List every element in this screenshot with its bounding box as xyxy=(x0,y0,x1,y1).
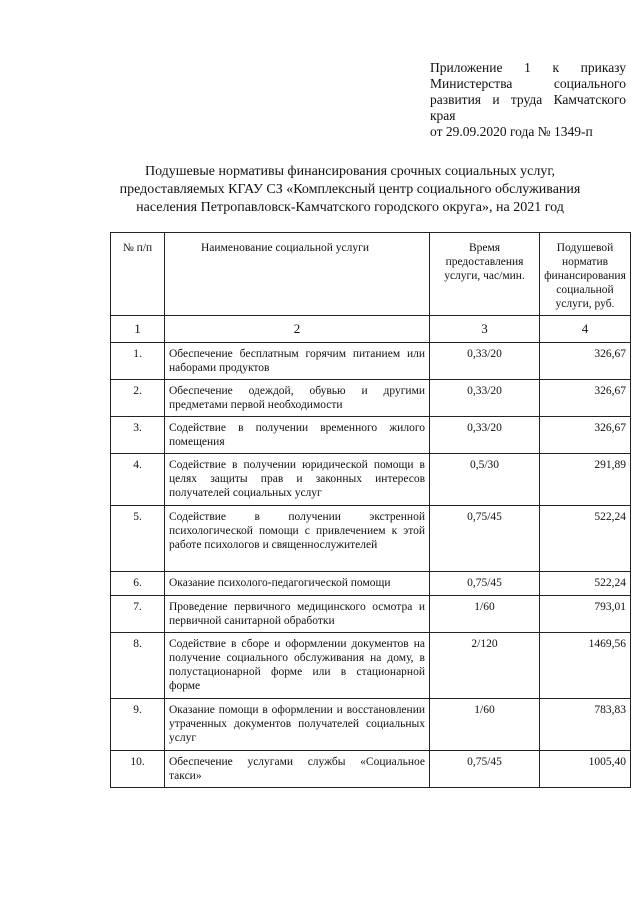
service-time: 2/120 xyxy=(430,633,540,699)
appendix-line: Министерства социального xyxy=(430,76,626,91)
service-time: 0,75/45 xyxy=(430,751,540,788)
row-number: 1. xyxy=(111,343,165,380)
service-norm: 522,24 xyxy=(540,506,631,572)
service-norm: 1005,40 xyxy=(540,751,631,788)
service-name: Оказание психолого-педагогической помощи xyxy=(165,572,430,596)
title-line: населения Петропавловск-Камчатского городского округа», на 2021 год xyxy=(136,200,564,215)
service-name: Оказание помощи в оформлении и восстановлении утраченных документов получателей социальных услуг xyxy=(165,699,430,751)
column-number: 1 xyxy=(111,316,165,343)
column-numbers-row xyxy=(111,316,631,343)
table-row xyxy=(111,417,631,454)
services-table xyxy=(110,232,631,788)
row-number: 9. xyxy=(111,699,165,751)
service-norm: 326,67 xyxy=(540,343,631,380)
service-name: Обеспечение одеждой, обувью и другими предметами первой необходимости xyxy=(165,380,430,417)
header-norm: Подушевой норматив финансирования социальной услуги, руб. xyxy=(540,233,631,316)
table-row xyxy=(111,699,631,751)
document-title xyxy=(90,163,610,217)
table-row xyxy=(111,506,631,572)
service-name: Содействие в сборе и оформлении документов на получение социального обслуживания на дому, в полустационарной форме или в стационарной форме xyxy=(165,633,430,699)
service-name: Проведение первичного медицинского осмотра и первичной санитарной обработки xyxy=(165,596,430,633)
table-row xyxy=(111,596,631,633)
service-time: 0,75/45 xyxy=(430,572,540,596)
service-norm: 522,24 xyxy=(540,572,631,596)
service-norm: 326,67 xyxy=(540,417,631,454)
service-norm: 1469,56 xyxy=(540,633,631,699)
service-name: Содействие в получении экстренной психологической помощи с привлечением к этой работе психологов и священнослужителей xyxy=(165,506,430,572)
service-time: 0,5/30 xyxy=(430,454,540,506)
column-number: 4 xyxy=(540,316,631,343)
appendix-line: развития и труда Камчатского xyxy=(430,92,626,107)
service-norm: 783,83 xyxy=(540,699,631,751)
service-name: Содействие в получении временного жилого помещения xyxy=(165,417,430,454)
header-num: № п/п xyxy=(111,233,165,316)
service-name: Обеспечение бесплатным горячим питанием или наборами продуктов xyxy=(165,343,430,380)
service-norm: 793,01 xyxy=(540,596,631,633)
service-time: 1/60 xyxy=(430,596,540,633)
row-number: 4. xyxy=(111,454,165,506)
column-number: 3 xyxy=(430,316,540,343)
appendix-order-date: от 29.09.2020 года № 1349-п xyxy=(430,124,593,139)
table-row xyxy=(111,633,631,699)
service-norm: 326,67 xyxy=(540,380,631,417)
service-time: 0,33/20 xyxy=(430,380,540,417)
service-time: 0,75/45 xyxy=(430,506,540,572)
table-row xyxy=(111,343,631,380)
row-number: 10. xyxy=(111,751,165,788)
appendix-line: края xyxy=(430,108,456,123)
table-row xyxy=(111,751,631,788)
row-number: 5. xyxy=(111,506,165,572)
table-header-row xyxy=(111,233,631,316)
row-number: 7. xyxy=(111,596,165,633)
service-norm: 291,89 xyxy=(540,454,631,506)
service-time: 0,33/20 xyxy=(430,343,540,380)
row-number: 8. xyxy=(111,633,165,699)
table-row xyxy=(111,454,631,506)
table-row xyxy=(111,572,631,596)
appendix-line: Приложение 1 к приказу xyxy=(430,60,626,75)
service-time: 0,33/20 xyxy=(430,417,540,454)
title-line: Подушевые нормативы финансирования срочных социальных услуг, xyxy=(144,164,556,179)
header-time: Время предоставления услуги, час/мин. xyxy=(430,233,540,316)
service-name: Обеспечение услугами службы «Социальное такси» xyxy=(165,751,430,788)
service-name: Содействие в получении юридической помощи в целях защиты прав и законных интересов получателей социальных услуг xyxy=(165,454,430,506)
table-row xyxy=(111,380,631,417)
row-number: 2. xyxy=(111,380,165,417)
service-time: 1/60 xyxy=(430,699,540,751)
header-service-name: Наименование социальной услуги xyxy=(165,233,430,316)
title-line: предоставляемых КГАУ СЗ «Комплексный центр социального обслуживания xyxy=(119,182,581,197)
appendix-header xyxy=(430,60,626,140)
row-number: 6. xyxy=(111,572,165,596)
column-number: 2 xyxy=(165,316,430,343)
row-number: 3. xyxy=(111,417,165,454)
